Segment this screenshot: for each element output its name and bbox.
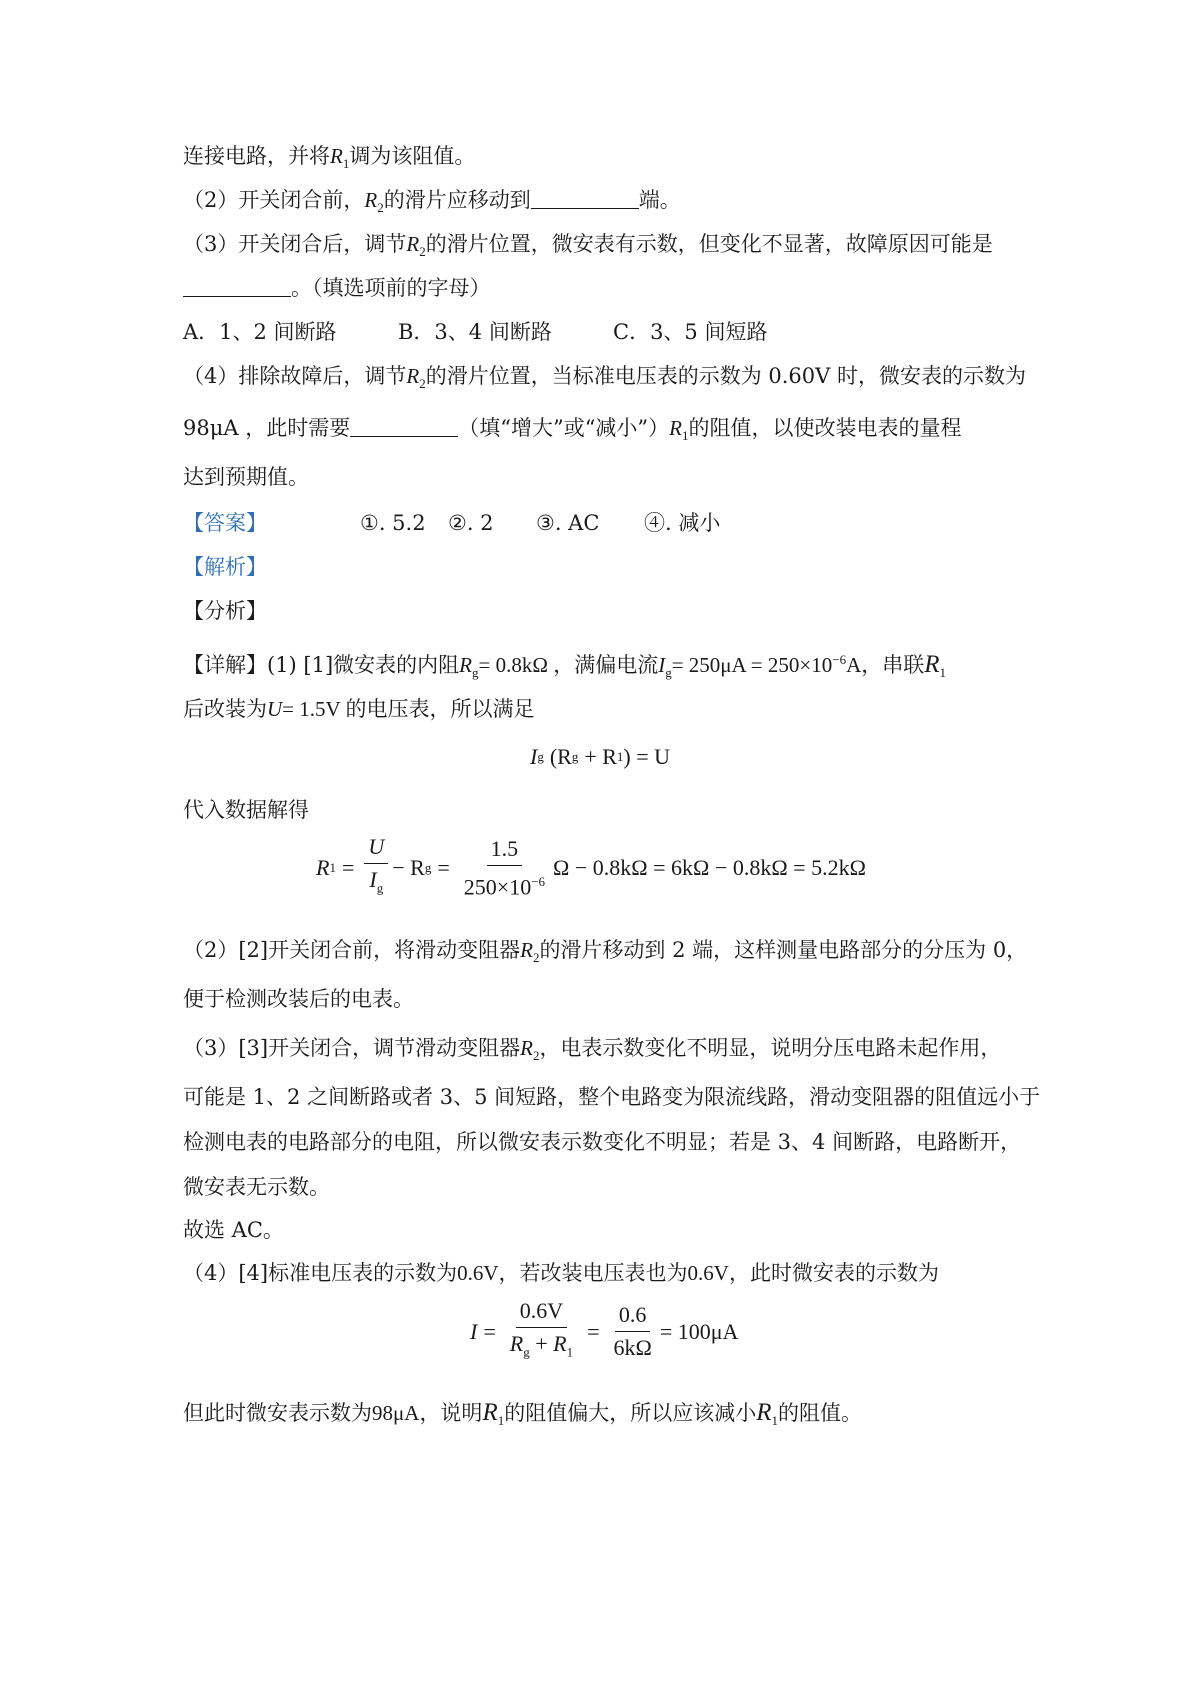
text: 调为该阻值。: [349, 144, 476, 168]
text: 【详解】(1) [1]微安表的内阻: [183, 653, 460, 677]
text: 的滑片应移动到: [383, 188, 531, 212]
denominator: 6kΩ: [613, 1335, 652, 1361]
subscript: 1: [329, 859, 336, 875]
fraction: [364, 834, 388, 901]
detail-1-cont: [183, 694, 1043, 724]
subscript: 1: [682, 428, 689, 444]
detail-1: [183, 645, 1043, 688]
step-3-cont3: [183, 1172, 1043, 1202]
answer-tag: 【答案】: [183, 511, 267, 535]
fill-blank: [183, 274, 291, 297]
text: 的滑片移动到 2 端，这样测量电路部分的分压为 0，: [539, 938, 1028, 962]
value: 0.6V: [457, 1261, 499, 1285]
subscript: 2: [377, 200, 384, 216]
subscript: g: [571, 749, 579, 764]
options-line: [183, 317, 1043, 347]
text: − R: [392, 854, 425, 880]
text: 但此时微安表示数为: [183, 1401, 372, 1425]
fenxi-tag: 【分析】: [183, 599, 267, 623]
text: Ω − 0.8kΩ = 6kΩ − 0.8kΩ = 5.2kΩ: [553, 854, 866, 880]
text: （4）排除故障后，调节: [183, 364, 407, 388]
answer-4: ④. 减小: [644, 511, 721, 535]
numerator: 0.6: [615, 1302, 651, 1332]
equals-sign: =: [341, 854, 355, 880]
analysis-tag: 【解析】: [183, 555, 267, 579]
option-a: A．1、2 间断路: [183, 320, 337, 344]
text: 可能是 1、2 之间断路或者 3、5 间短路，整个电路变为限流线路，滑动变阻器的阻值远小于: [183, 1085, 1041, 1109]
text: （3）开关闭合后，调节: [183, 232, 407, 256]
step-2: [183, 935, 1043, 973]
var-r: R: [509, 1331, 524, 1356]
superscript: −6: [531, 873, 546, 889]
question-3-cont: [183, 273, 1043, 303]
text: ，说明: [419, 1401, 483, 1425]
subscript: g: [523, 1344, 530, 1360]
var-r: R: [520, 938, 533, 962]
question-4: [183, 361, 1043, 399]
var-r: R: [459, 653, 472, 677]
var-i: I: [658, 653, 666, 677]
var-u: U: [267, 697, 283, 721]
step-3-cont: [183, 1082, 1043, 1112]
text: 的阻值，以使改装电表的量程: [688, 416, 962, 440]
text: 便于检测改装后的电表。: [183, 987, 414, 1011]
text: (R: [549, 744, 572, 769]
subscript: 1: [616, 749, 624, 764]
question-4-cont: [183, 413, 1043, 451]
text: 微安表无示数。: [183, 1175, 330, 1199]
text-line: [183, 141, 1043, 179]
value: 98μA: [372, 1401, 420, 1425]
var-r: R: [669, 416, 682, 440]
subscript: 1: [939, 665, 947, 681]
fill-blank: [531, 186, 639, 209]
text: （2）开关闭合前，: [183, 188, 365, 212]
var-r: R: [520, 1036, 533, 1060]
text: ，此时微安表的示数为: [728, 1261, 939, 1285]
subscript: 1: [566, 1344, 574, 1360]
superscript: −6: [832, 652, 847, 667]
var-r: R: [924, 651, 940, 678]
subscript: 2: [532, 1048, 540, 1064]
numerator: 1.5: [487, 836, 523, 866]
fraction: [506, 1298, 577, 1365]
text: 。（填选项前的字母）: [291, 276, 491, 300]
step-2-cont: [183, 984, 1043, 1014]
var-r: R: [330, 144, 343, 168]
text: 代入数据解得: [183, 798, 309, 822]
text: （填“增大”或“减小”）: [458, 416, 670, 440]
var-i: I: [530, 744, 538, 769]
fraction: [460, 836, 549, 900]
step-3-cont2: [183, 1127, 1043, 1157]
analysis-line: [183, 552, 1043, 582]
equals-sign: =: [437, 854, 450, 880]
var-r: R: [756, 1399, 772, 1426]
fraction: [610, 1302, 656, 1361]
var-r: R: [316, 854, 330, 880]
question-4-cont2: [183, 462, 1043, 492]
option-c: C．3、5 间短路: [613, 320, 768, 344]
var-r: R: [482, 1399, 498, 1426]
subscript: 2: [419, 376, 426, 392]
numerator: U: [364, 834, 388, 864]
subscript: 2: [419, 244, 426, 260]
var-r: R: [406, 232, 420, 256]
step-4: [183, 1258, 1043, 1288]
text: = 100μA: [659, 1318, 739, 1344]
answer-3: ③. AC: [536, 511, 600, 535]
subscript: 1: [497, 1413, 505, 1429]
question-2: [183, 185, 1043, 223]
denominator: [460, 866, 549, 900]
equals-sign: =: [483, 1318, 496, 1344]
text: 故选 AC。: [183, 1218, 284, 1242]
text: 后改装为: [183, 697, 267, 721]
last-line: [183, 1398, 1043, 1436]
subscript: 1: [771, 1413, 778, 1429]
fill-blank: [350, 414, 458, 437]
text: 检测电表的电路部分的电阻，所以微安表示数变化不明显；若是 3、4 间断路，电路断开，: [183, 1130, 1022, 1154]
text: 的滑片位置，当标准电压表的示数为 0.60V 时，微安表的示数为: [425, 364, 1026, 388]
subscript: g: [665, 665, 672, 681]
var-i: I: [369, 867, 377, 892]
numerator: 0.6V: [516, 1298, 567, 1328]
text: （2）[2]开关闭合前，将滑动变阻器: [183, 938, 521, 962]
text: + R: [584, 744, 617, 769]
text: 端。: [638, 188, 681, 212]
answer-1: ①. 5.2: [360, 511, 426, 535]
var-r: R: [553, 1331, 567, 1356]
text: = 0.8kΩ ，满偏电流: [478, 653, 659, 677]
subscript: g: [537, 749, 544, 764]
var-r: R: [364, 188, 378, 212]
text: （4）[4]标准电压表的示数为: [183, 1261, 458, 1285]
text: 250×10: [463, 873, 532, 899]
text: 的阻值。: [778, 1401, 862, 1425]
text: 达到预期值。: [183, 465, 309, 489]
option-b: B．3、4 间断路: [398, 320, 552, 344]
text: ，若改装电压表也为: [498, 1261, 688, 1285]
text: 连接电路，并将: [183, 144, 330, 168]
subscript: 2: [532, 950, 540, 966]
denominator: $R_g + R_1$: [509, 1331, 574, 1360]
text: （3）[3]开关闭合，调节滑动变阻器: [183, 1036, 521, 1060]
text: 的阻值偏大，所以应该减小: [504, 1401, 757, 1425]
answer-2: ②. 2: [448, 511, 494, 535]
text: ，电表示数变化不明显，说明分压电路未起作用，: [539, 1036, 1002, 1060]
text: = 250μA = 250×10: [671, 653, 833, 677]
formula-2: [316, 834, 866, 901]
text: = 1.5V 的电压表，所以满足: [282, 697, 535, 721]
value: 0.6V: [687, 1261, 729, 1285]
step-3: [183, 1033, 1043, 1071]
text: ) = U: [623, 744, 671, 769]
subscript: g: [472, 665, 479, 681]
formula-3: [470, 1298, 738, 1365]
subscript: g: [424, 859, 432, 875]
dai-ru-line: [183, 795, 1043, 825]
denominator: [365, 864, 387, 901]
var-r: R: [406, 364, 420, 388]
text: 98μA ，此时需要: [183, 416, 351, 440]
subscript: g: [376, 880, 384, 896]
fenxi-line: [183, 596, 1043, 626]
text: 的滑片位置，微安表有示数，但变化不显著，故障原因可能是: [425, 232, 993, 256]
equals-sign: =: [587, 1318, 600, 1344]
subscript: 1: [342, 156, 350, 172]
question-3: [183, 229, 1043, 267]
formula-1: [530, 744, 670, 770]
step-3-conclusion: [183, 1215, 1043, 1245]
var-i: I: [470, 1318, 478, 1344]
text: A，串联: [846, 653, 925, 677]
answer-line: [183, 508, 1043, 538]
